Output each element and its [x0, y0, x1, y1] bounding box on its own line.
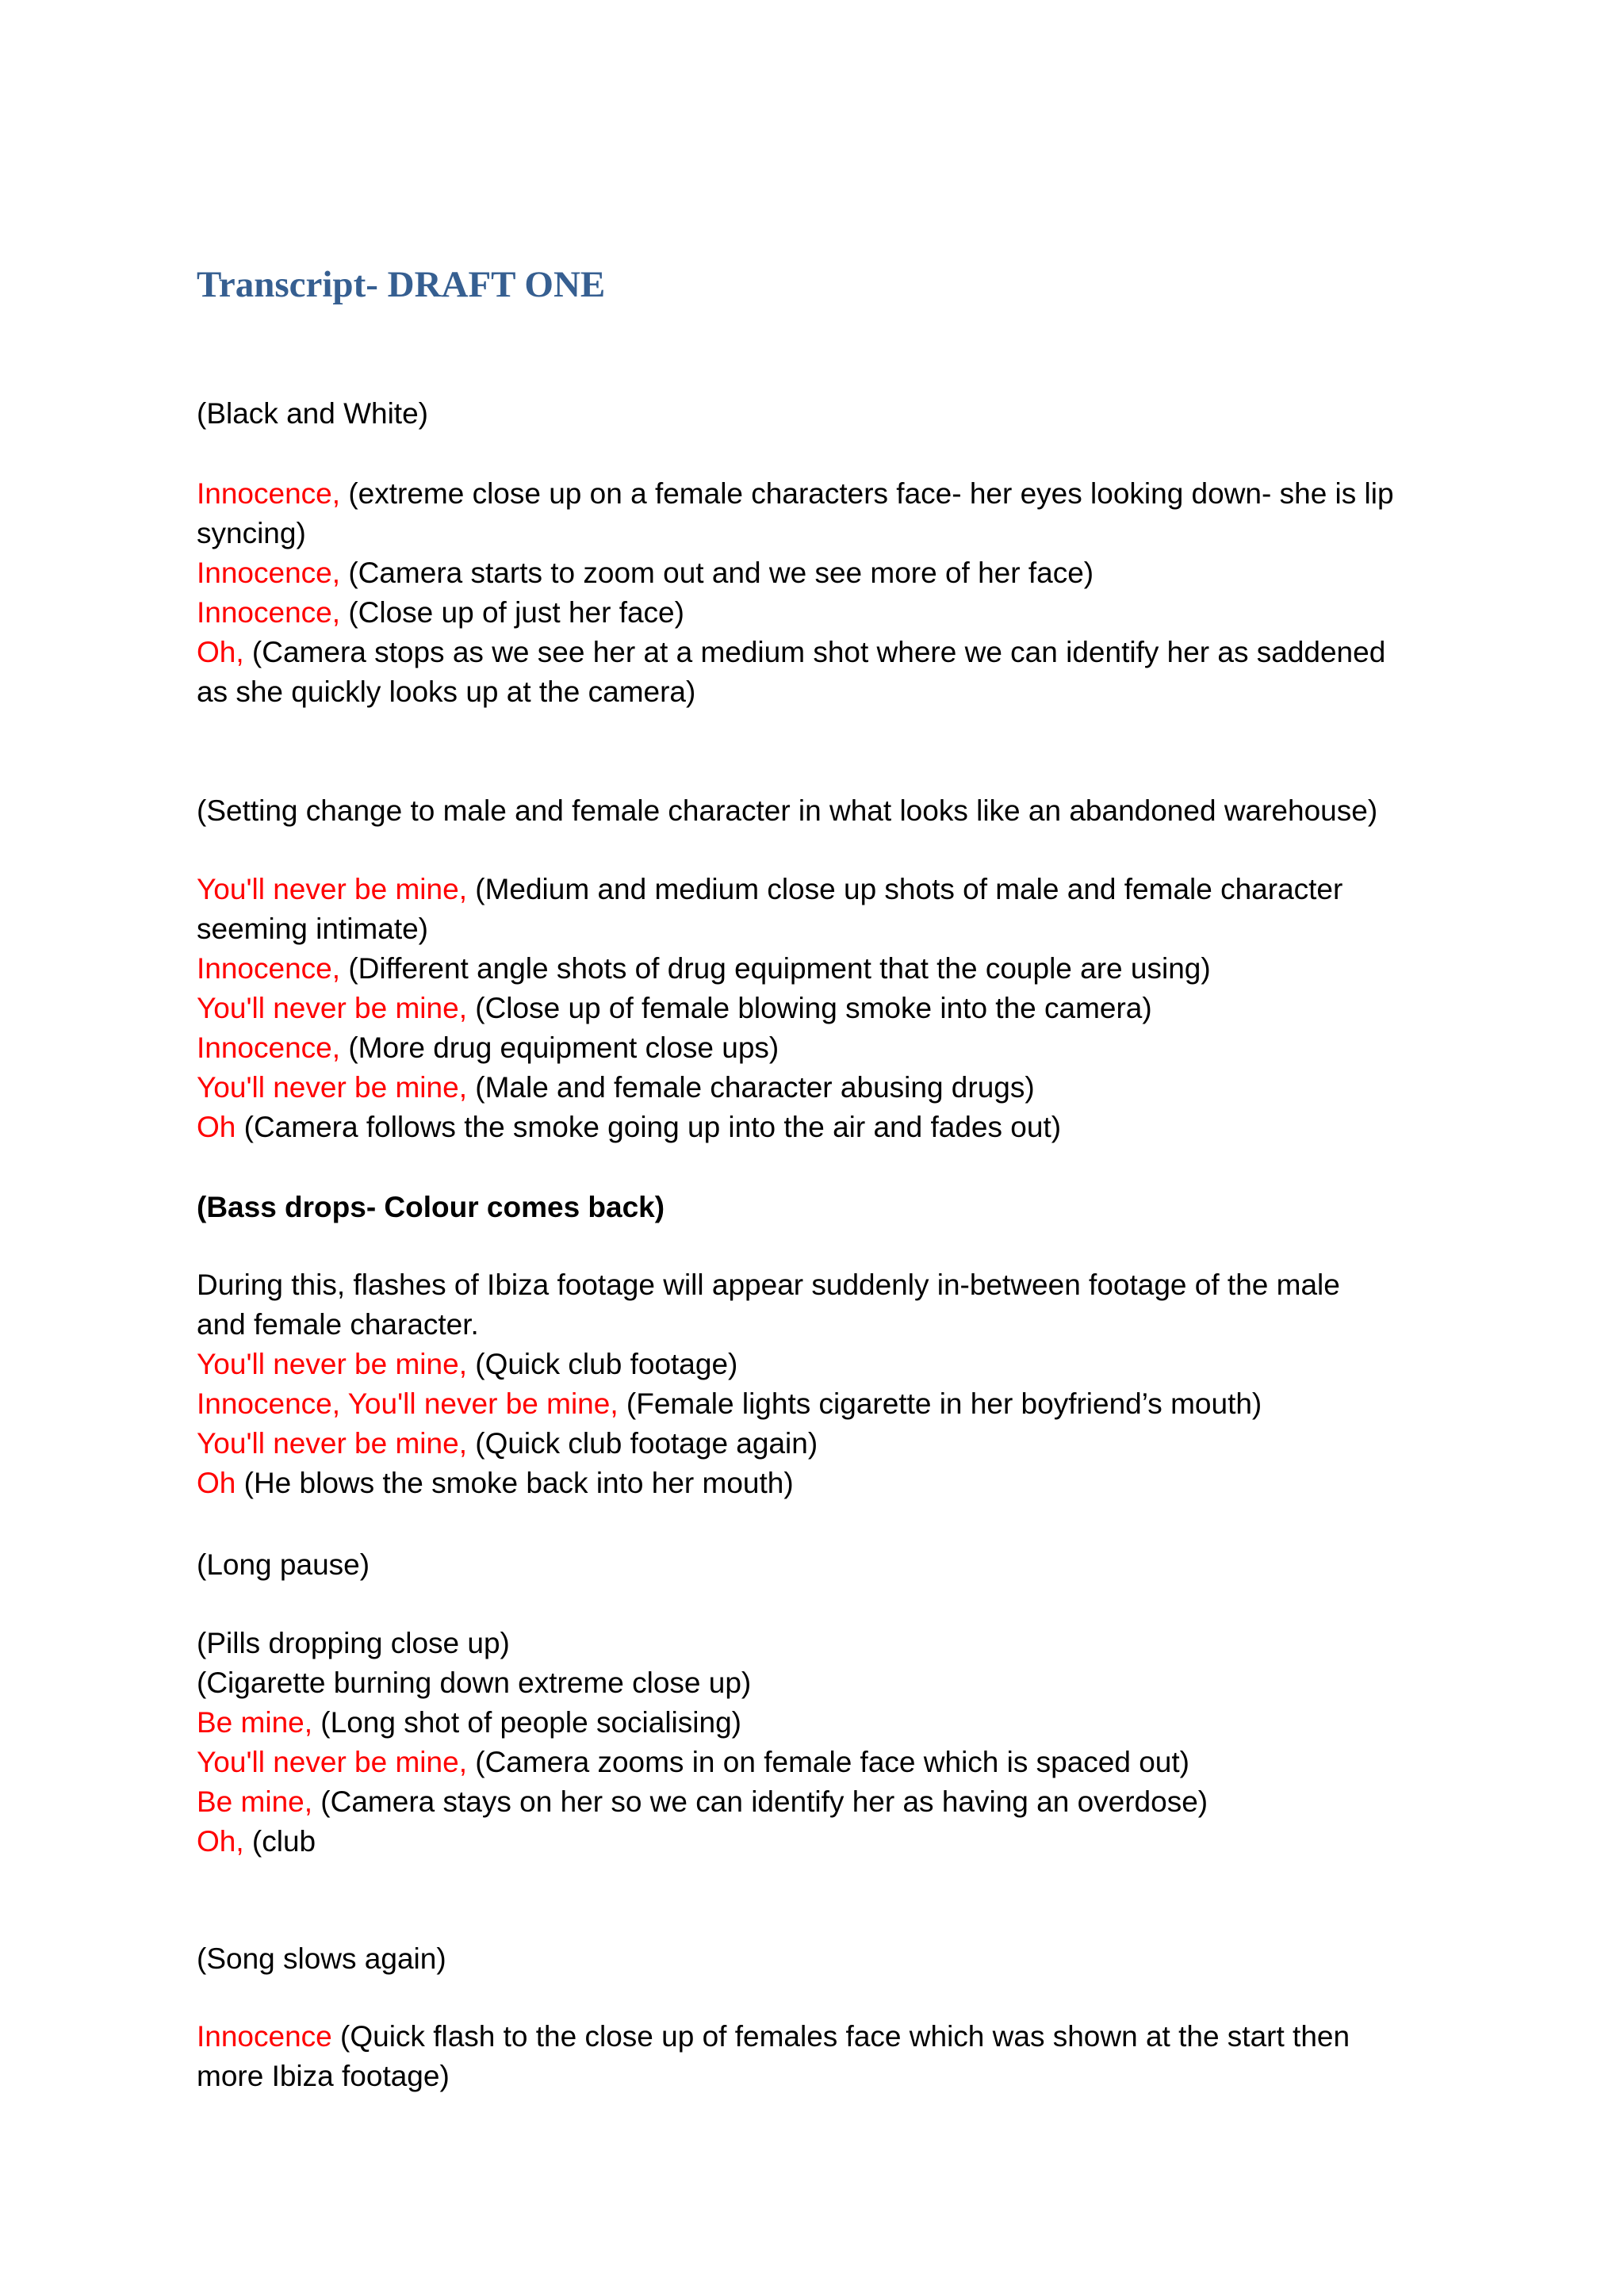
direction-text: as she quickly looks up at the camera): [197, 675, 696, 708]
transcript-block: [197, 394, 1434, 434]
transcript-line: [197, 1545, 1434, 1585]
direction-text: (Setting change to male and female character in what looks like an abandoned warehouse): [197, 794, 1378, 827]
transcript-line: [197, 1939, 1434, 1979]
direction-text: syncing): [197, 517, 306, 549]
transcript-line: [197, 1424, 1434, 1464]
lyric-text: You'll never be mine,: [197, 873, 476, 905]
direction-text: more Ibiza footage): [197, 2060, 450, 2092]
lyric-text: Innocence,: [197, 596, 349, 629]
direction-text: (Close up of female blowing smoke into the camera): [475, 992, 1152, 1024]
transcript-line: [197, 553, 1434, 593]
direction-text: (Pills dropping close up): [197, 1627, 510, 1659]
direction-text: (club: [251, 1825, 316, 1858]
transcript-line: [197, 1663, 1434, 1703]
transcript-block: [197, 1188, 1434, 1227]
transcript-line: [197, 1464, 1434, 1503]
document-title: Transcript- DRAFT ONE: [197, 264, 606, 305]
lyric-text: Innocence,: [197, 557, 349, 589]
transcript-line: [197, 870, 1434, 909]
direction-text: (Camera zooms in on female face which is spaced out): [475, 1746, 1189, 1778]
transcript-line: [197, 1822, 1434, 1862]
transcript-line: [197, 1305, 1434, 1345]
direction-text: (Cigarette burning down extreme close up): [197, 1667, 752, 1699]
lyric-text: Innocence,: [197, 952, 349, 985]
transcript-line: [197, 2017, 1434, 2057]
transcript-line: [197, 394, 1434, 434]
direction-text: (Long shot of people socialising): [320, 1706, 741, 1739]
direction-text: (Long pause): [197, 1548, 370, 1581]
lyric-text: Be mine,: [197, 1706, 321, 1739]
section-heading: (Bass drops- Colour comes back): [197, 1191, 665, 1223]
lyric-text: Be mine,: [197, 1785, 321, 1818]
transcript-line: [197, 672, 1434, 712]
transcript-block: [197, 1545, 1434, 1585]
transcript-line: [197, 1384, 1434, 1424]
direction-text: (Close up of just her face): [348, 596, 684, 629]
transcript-line: [197, 1068, 1434, 1108]
lyric-text: You'll never be mine,: [197, 1071, 476, 1104]
direction-text: (Camera stays on her so we can identify her as having an overdose): [320, 1785, 1208, 1818]
lyric-text: Innocence, You'll never be mine,: [197, 1387, 626, 1420]
direction-text: (Female lights cigarette in her boyfriend’s mouth): [626, 1387, 1262, 1420]
transcript-line: [197, 633, 1434, 672]
transcript-block: [197, 2017, 1434, 2096]
lyric-text: You'll never be mine,: [197, 992, 476, 1024]
direction-text: (extreme close up on a female characters face- her eyes looking down- she is lip: [348, 477, 1394, 510]
direction-text: seeming intimate): [197, 913, 429, 945]
direction-text: (Song slows again): [197, 1942, 446, 1975]
direction-text: (Medium and medium close up shots of male and female character: [475, 873, 1343, 905]
transcript-line: [197, 1028, 1434, 1068]
transcript-line: [197, 791, 1434, 831]
direction-text: (Camera follows the smoke going up into the air and fades out): [243, 1111, 1062, 1143]
lyric-text: Oh,: [197, 1825, 252, 1858]
lyric-text: You'll never be mine,: [197, 1348, 476, 1380]
transcript-line: [197, 2057, 1434, 2096]
transcript-block: [197, 791, 1434, 831]
transcript-line: [197, 949, 1434, 989]
transcript-line: [197, 1743, 1434, 1782]
transcript-line: [197, 1782, 1434, 1822]
direction-text: (Camera starts to zoom out and we see more of her face): [348, 557, 1094, 589]
direction-text: (Camera stops as we see her at a medium shot where we can identify her as saddened: [251, 636, 1386, 668]
transcript-line: [197, 1188, 1434, 1227]
transcript-block: [197, 870, 1434, 1147]
direction-text: During this, flashes of Ibiza footage will appear suddenly in-between footage of the male: [197, 1269, 1340, 1301]
transcript-block: [197, 474, 1434, 712]
transcript-line: [197, 1703, 1434, 1743]
transcript-line: [197, 593, 1434, 633]
direction-text: (He blows the smoke back into her mouth): [243, 1467, 794, 1499]
transcript-block: [197, 1265, 1434, 1503]
lyric-text: Oh: [197, 1111, 244, 1143]
lyric-text: Oh,: [197, 636, 252, 668]
direction-text: (Different angle shots of drug equipment that the couple are using): [348, 952, 1211, 985]
lyric-text: Innocence: [197, 2020, 341, 2053]
transcript-line: [197, 1624, 1434, 1663]
direction-text: and female character.: [197, 1308, 479, 1341]
transcript-line: [197, 909, 1434, 949]
lyric-text: You'll never be mine,: [197, 1427, 476, 1460]
direction-text: (Male and female character abusing drugs): [475, 1071, 1035, 1104]
lyric-text: You'll never be mine,: [197, 1746, 476, 1778]
direction-text: (Black and White): [197, 397, 428, 430]
transcript-line: [197, 1265, 1434, 1305]
transcript-block: [197, 1624, 1434, 1862]
direction-text: (Quick club footage again): [475, 1427, 818, 1460]
lyric-text: Oh: [197, 1467, 244, 1499]
direction-text: (Quick flash to the close up of females face which was shown at the start then: [340, 2020, 1350, 2053]
lyric-text: Innocence,: [197, 1031, 349, 1064]
transcript-line: [197, 1108, 1434, 1147]
lyric-text: Innocence,: [197, 477, 349, 510]
transcript-line: [197, 474, 1434, 514]
direction-text: (More drug equipment close ups): [348, 1031, 779, 1064]
transcript-line: [197, 1345, 1434, 1384]
transcript-line: [197, 514, 1434, 553]
direction-text: (Quick club footage): [475, 1348, 738, 1380]
transcript-block: [197, 1939, 1434, 1979]
transcript-line: [197, 989, 1434, 1028]
